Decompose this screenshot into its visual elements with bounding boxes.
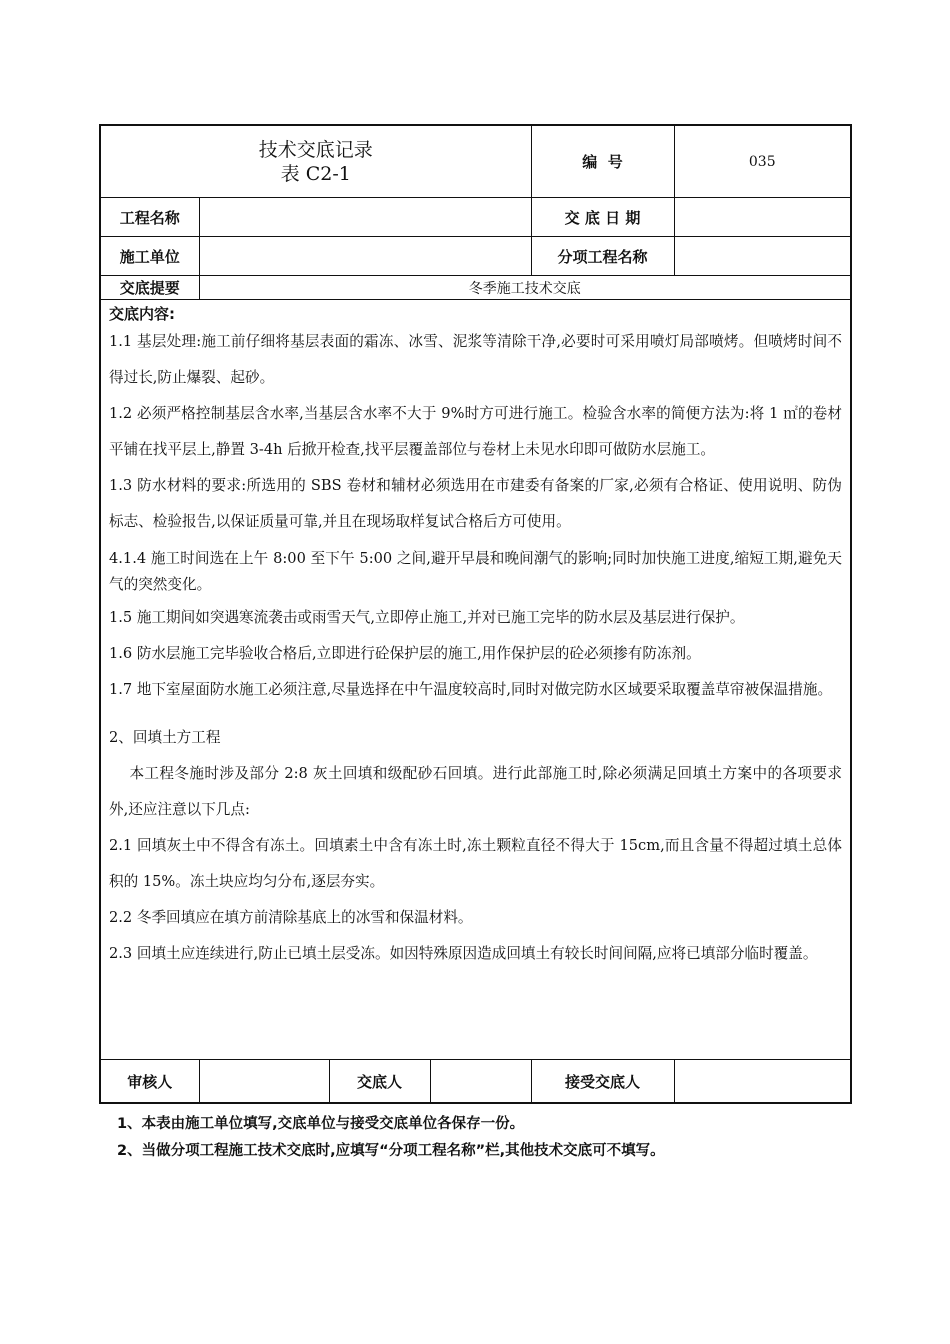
number-value: 035 [674, 125, 851, 198]
construction-unit-row [100, 237, 851, 276]
project-name-field[interactable] [199, 198, 531, 237]
briefing-content [100, 300, 851, 1060]
receiver-label: 接受交底人 [531, 1060, 674, 1104]
content-paragraph: 2.3 回填土应连续进行,防止已填土层受冻。如因特殊原因造成回填土有较长时间间隔,应将已填部分临时覆盖。 [109, 945, 818, 962]
content-paragraph: 2.2 冬季回填应在填方前清除基底上的冰雪和保温材料。 [109, 909, 473, 926]
note-item: 2、当做分项工程施工技术交底时,应填写“分项工程名称”栏,其他技术交底可不填写。 [117, 1143, 665, 1159]
content-paragraph: 4.1.4 施工时间选在上午 8:00 至下午 5:00 之间,避开早晨和晚间潮气的影响;同时加快施工进度,缩短工期,避免天气的突然变化。 [109, 550, 843, 593]
content-title: 交底内容: [109, 305, 175, 323]
technical-briefing-form [99, 124, 852, 1104]
sub-project-name-label: 分项工程名称 [531, 237, 674, 276]
content-paragraph: 1.5 施工期间如突遇寒流袭击或雨雪天气,立即停止施工,并对已施工完毕的防水层及基层进行保护。 [109, 609, 745, 626]
content-paragraph: 1.6 防水层施工完毕验收合格后,立即进行砼保护层的施工,用作保护层的砼必须掺有防冻剂。 [109, 645, 701, 662]
form-title-cell [100, 125, 531, 198]
content-row [100, 300, 851, 1060]
summary-row [100, 276, 851, 300]
note-item: 1、本表由施工单位填写,交底单位与接受交底单位各保存一份。 [117, 1116, 525, 1132]
project-name-label: 工程名称 [100, 198, 199, 237]
sub-project-name-field[interactable] [674, 237, 851, 276]
presenter-field[interactable] [430, 1060, 531, 1104]
signature-row [100, 1060, 851, 1104]
construction-unit-field[interactable] [199, 237, 531, 276]
presenter-label: 交底人 [329, 1060, 430, 1104]
section-heading: 2、回填土方工程 [109, 729, 221, 746]
summary-label: 交底提要 [100, 276, 199, 300]
content-paragraph: 1.1 基层处理:施工前仔细将基层表面的霜冻、冰雪、泥浆等清除干净,必要时可采用喷灯局部喷烤。但喷烤时间不得过长,防止爆裂、起砂。 [109, 333, 843, 386]
reviewer-field[interactable] [199, 1060, 329, 1104]
project-name-row [100, 198, 851, 237]
construction-unit-label: 施工单位 [100, 237, 199, 276]
summary-value: 冬季施工技术交底 [199, 276, 851, 300]
content-paragraph: 本工程冬施时涉及部分 2:8 灰土回填和级配砂石回填。进行此部施工时,除必须满足回填土方案中的各项要求外,还应注意以下几点: [109, 765, 843, 818]
content-paragraph: 2.1 回填灰土中不得含有冻土。回填素土中含有冻土时,冻土颗粒直径不得大于 15cm,而且含量不得超过填土总体积的 15%。冻土块应均匀分布,逐层夯实。 [109, 837, 843, 890]
form-header-row [100, 125, 851, 198]
form-notes [117, 1111, 665, 1165]
content-paragraph: 1.2 必须严格控制基层含水率,当基层含水率不大于 9%时方可进行施工。检验含水率的简便方法为:将 1 ㎡的卷材平铺在找平层上,静置 3-4h 后掀开检查,找平层覆盖部位与卷材上未见水印即可做防水层施工。 [109, 405, 843, 458]
briefing-date-field[interactable] [674, 198, 851, 237]
reviewer-label: 审核人 [100, 1060, 199, 1104]
form-title: 技术交底记录 [258, 138, 373, 161]
content-paragraph: 1.3 防水材料的要求:所选用的 SBS 卷材和辅材必须选用在市建委有备案的厂家,必须有合格证、使用说明、防伪标志、检验报告,以保证质量可靠,并且在现场取样复试合格后方可使用。 [109, 477, 843, 530]
number-label: 编 号 [531, 125, 674, 198]
form-subtitle: 表 C2-1 [280, 162, 351, 185]
receiver-field[interactable] [674, 1060, 851, 1104]
briefing-date-label: 交 底 日 期 [531, 198, 674, 237]
content-paragraph: 1.7 地下室屋面防水施工必须注意,尽量选择在中午温度较高时,同时对做完防水区域要采取覆盖草帘被保温措施。 [109, 681, 833, 698]
